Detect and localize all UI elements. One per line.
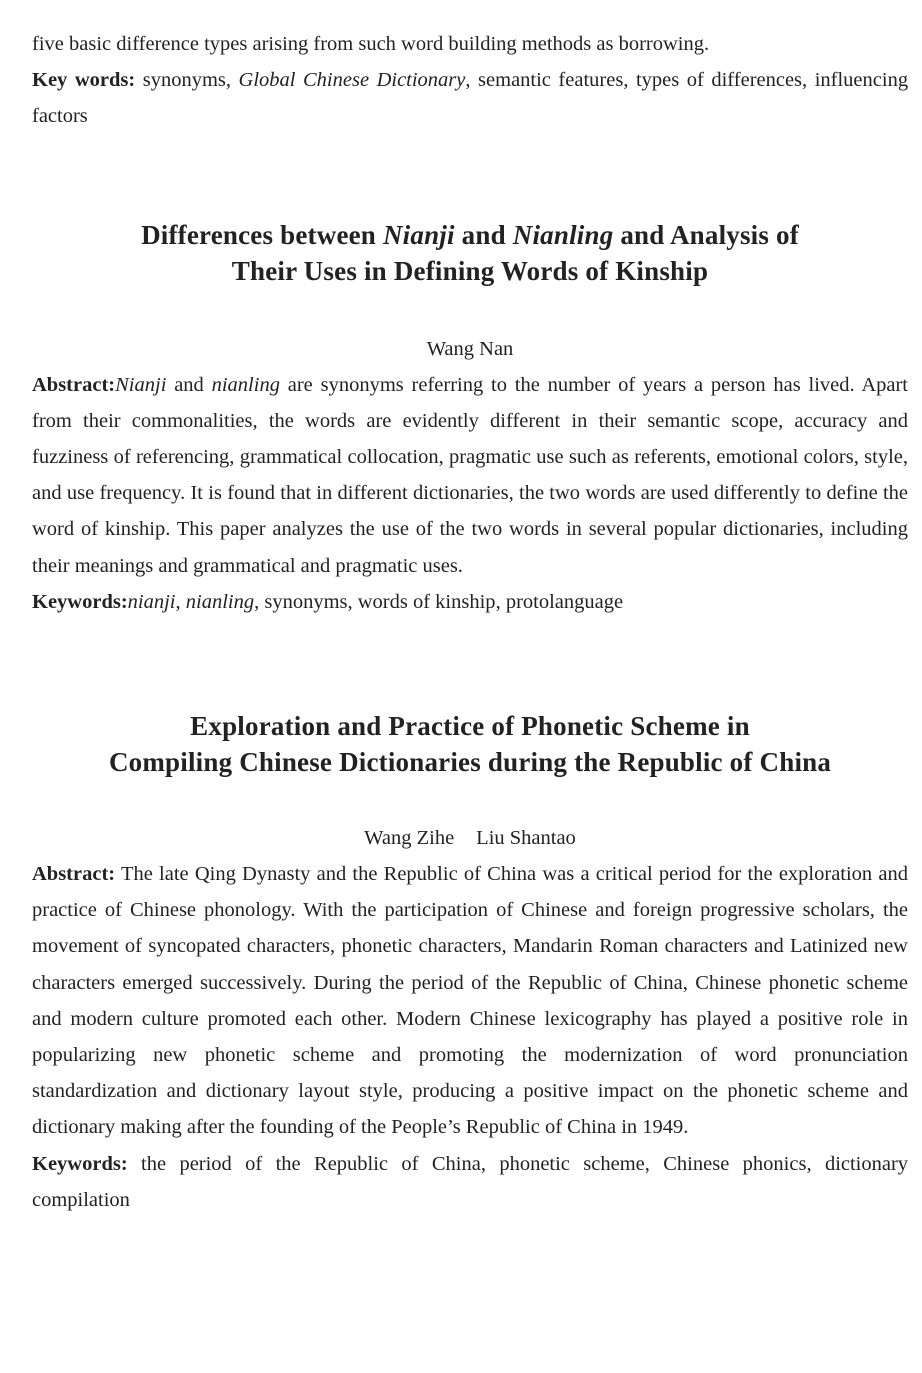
keyword: influencing factors bbox=[32, 69, 909, 128]
keyword: words of kinship bbox=[357, 590, 496, 613]
article-abstract: Abstract:Nianji and nianling are synonyms referring to the number of years a person has lived. Apart from their commonalities, the words are evidently different in their semantic scope, accuracy and fuzziness of referencing, grammatical collocation, pragmatic use such as referents, emotional colors, style, and use frequency. It is found that in different dictionaries, the two words are used differently to define the word of kinship. This paper analyzes the use of the two words in several popular dictionaries, including their meanings and grammatical and pragmatic uses. bbox=[32, 373, 908, 577]
keyword: synonyms bbox=[142, 69, 226, 92]
keyword: protolanguage bbox=[505, 590, 624, 613]
article-keywords: Keywords:nianji, nianling, synonyms, words of kinship, protolanguage bbox=[32, 590, 624, 613]
abstract-label: Abstract: bbox=[32, 373, 116, 396]
keywords-label: Keywords: bbox=[32, 1152, 128, 1175]
article-author: Wang Nan bbox=[426, 337, 514, 360]
keyword: phonetic scheme bbox=[499, 1152, 645, 1175]
keyword: Chinese phonics bbox=[663, 1152, 807, 1175]
keyword: nianling bbox=[185, 590, 255, 613]
abstract-label: Abstract: bbox=[32, 863, 116, 886]
article-title: Differences between Nianji and Nianling and Analysis of Their Uses in Defining Words of Kinship bbox=[141, 219, 799, 286]
article-authors bbox=[32, 820, 908, 856]
keyword: Global Chinese Dictionary bbox=[238, 69, 466, 92]
author-name: Wang Zihe bbox=[364, 827, 455, 850]
article-keywords: Keywords: the period of the Republic of China, phonetic scheme, Chinese phonics, dictionary compilation bbox=[32, 1152, 909, 1211]
keywords-label: Key words: bbox=[32, 69, 136, 92]
article-abstract: Abstract: The late Qing Dynasty and the Republic of China was a critical period for the exploration and practice of Chinese phonology. With the participation of Chinese and foreign progressive scholars, the movement of syncopated characters, phonetic characters, Mandarin Roman characters and Latinized new characters emerged successively. During the period of the Republic of China, Chinese phonetic scheme and modern culture promoted each other. Modern Chinese lexicography has played a positive role in popularizing new phonetic scheme and promoting the modernization of word pronunciation standardization and dictionary layout style, producing a positive impact on the phonetic scheme and dictionary making after the founding of the People’s Republic of China in 1949. bbox=[32, 863, 908, 1139]
keyword: dictionary compilation bbox=[32, 1152, 909, 1211]
keywords-label: Keywords: bbox=[32, 590, 128, 613]
article-title: Exploration and Practice of Phonetic Scheme in Compiling Chinese Dictionaries during the Republic of China bbox=[108, 711, 832, 778]
keyword: synonyms bbox=[264, 590, 348, 613]
keyword: nianji bbox=[127, 590, 176, 613]
keyword: the period of the Republic of China bbox=[141, 1152, 481, 1175]
page-content bbox=[32, 26, 908, 1218]
prev-abstract-tail: five basic difference types arising from such word building methods as borrowing. bbox=[32, 33, 710, 55]
keyword: types of differences bbox=[635, 69, 803, 92]
prev-keywords: Key words: synonyms, Global Chinese Dictionary, semantic features, types of differences, influencing factors bbox=[32, 69, 909, 128]
keyword: semantic features bbox=[478, 69, 624, 92]
author-name: Liu Shantao bbox=[476, 827, 576, 850]
